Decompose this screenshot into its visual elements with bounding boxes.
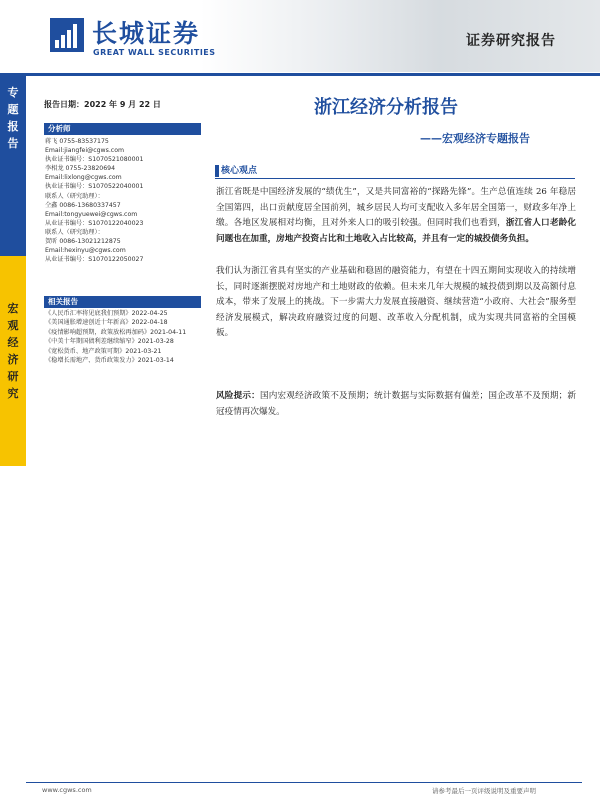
analysts-heading: 分析师	[48, 124, 71, 133]
related-heading: 相关报告	[48, 297, 78, 306]
related-report-item[interactable]: 《疫情影响超预期，政策放松再加码》2021-04-11	[45, 328, 187, 336]
page-subtitle: ——宏观经济专题报告	[420, 132, 530, 145]
report-type-label: 证券研究报告	[466, 33, 556, 49]
analyst-line: Email:tongyuewei@cgws.com	[45, 210, 138, 218]
risk-warning-text: 国内宏观经济政策不及预期；统计数据与实际数据有偏差；国企改革不及预期；新冠疫情再次爆发。	[216, 391, 576, 417]
analyst-line: Email:hexinyu@cgws.com	[45, 247, 126, 255]
related-report-item[interactable]: 《美国通胀增速创近十年新高》2022-04-18	[45, 319, 168, 327]
analyst-line: 联系人（研究助理）：	[45, 192, 104, 200]
report-date: 报告日期：2022 年 9 月 22 日	[44, 100, 161, 109]
core-views-heading: 核心观点	[221, 166, 258, 176]
analyst-line: Email:jiangfei@cgws.com	[45, 147, 125, 155]
footer-divider	[26, 782, 582, 783]
risk-warning-label: 风险提示：	[216, 391, 260, 401]
related-heading-bar	[44, 296, 201, 308]
footer-disclaimer: 请参考最后一页评级说明及重要声明	[432, 787, 536, 795]
page-title: 浙江经济分析报告	[314, 97, 458, 118]
analyst-line: 联系人（研究助理）：	[45, 228, 104, 236]
analyst-line: 执业证书编号：S1070522040001	[45, 183, 144, 191]
analyst-line: 从业证书编号：S1070122050027	[45, 256, 144, 264]
header-divider	[0, 73, 600, 76]
analyst-list	[45, 137, 205, 264]
related-report-item[interactable]: 《稳增长需地产、货币政策发力》2021-03-14	[45, 357, 174, 365]
analyst-line: 从业证书编号：S1070122040023	[45, 219, 144, 227]
core-paragraph-1-text: 浙江省既是中国经济发展的“绩优生”，又是共同富裕的“探路先锋”。生产总值连续 26 年稳居全国第四，出口贡献度居全国前列，城乡居民人均可支配收入多年居全国第一，财政多年净上缴。各地区发展相对均衡，且对外来人口的吸引较强。但同时我们也看到，	[216, 187, 576, 229]
related-report-list	[45, 309, 213, 365]
brand-name-cn: 长城证券	[92, 19, 201, 48]
side-tab-category-label: 宏观经济研究	[7, 302, 19, 400]
analysts-heading-bar	[44, 123, 201, 135]
core-paragraph-1	[216, 185, 576, 247]
footer-website-link[interactable]: www.cgws.com	[42, 786, 92, 794]
brand-name-en: GREAT WALL SECURITIES	[93, 48, 216, 57]
analyst-line: 执业证书编号：S1070521080001	[45, 156, 144, 164]
core-paragraph-1-emphasis: 浙江省人口老龄化问题也在加重，房地产投资占比和土地收入占比较高，并且有一定的城投债务负担。	[216, 218, 576, 244]
side-tab-report-type-label: 专题报告	[7, 86, 19, 150]
analyst-line: Email:lixlong@cgws.com	[45, 174, 122, 182]
risk-warning	[216, 389, 576, 420]
analyst-line: 贺昕 0086-13021212875	[45, 238, 121, 246]
core-views-heading-block	[215, 165, 575, 177]
related-report-item[interactable]: 《人民币汇率将见底我们预期》2022-04-25	[45, 310, 168, 317]
analyst-line: 蒋飞 0755-83537175	[45, 138, 109, 145]
core-paragraph-2: 我们认为浙江省具有坚实的产业基础和稳固的融资能力，有望在十四五期间实现收入的持续增长，同时逐渐摆脱对房地产和土地财政的依赖。但未来几年大规模的城投债到期以及高额付息成本，带来了发展上的挑战。下一步需大力发展直接融资、继续营造“小政府、大社会”服务型经济发展模式，解决政府融资过度的问题、改革收入分配机制，成为实现共同富裕的全国模板。	[216, 266, 576, 339]
related-report-item[interactable]: 《中美十年期国债利差继续缩窄》2021-03-28	[45, 338, 174, 346]
brand-logo-icon	[50, 18, 84, 52]
related-report-item[interactable]: 《宽松货币、地产政策可期》2021-03-21	[45, 347, 162, 355]
analyst-line: 仝鑫 0086-13680337457	[45, 201, 121, 209]
page-header	[0, 0, 600, 74]
analyst-line: 李相龙 0755-23820694	[45, 165, 116, 173]
